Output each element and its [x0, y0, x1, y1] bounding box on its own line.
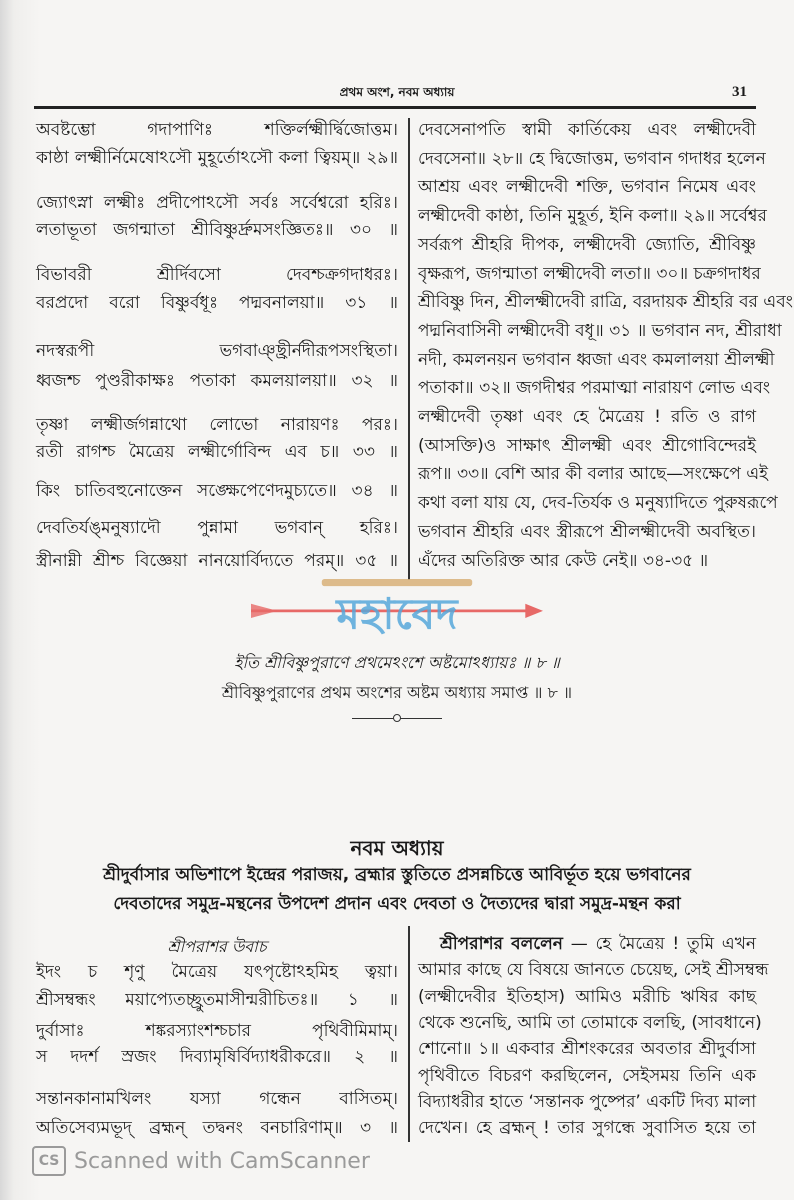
verse-line: স্ত্রীনাম্নী শ্রীশ্চ বিজ্ঞেয়া নানয়োর্বিদ্যতে পরম্॥ ৩৫ ॥ [36, 551, 398, 571]
verse-line: দেবতির্যঙ্‌মনুষ্যাদৌ পুন্নামা ভগবান্ হরিঃ। [36, 518, 398, 538]
translation-line: শ্রীবিষ্ণু দিন, শ্রীলক্ষ্মীদেবী রাত্রি, বরদায়ক শ্রীহরি বর এবং [418, 292, 793, 313]
verse-line: দুর্বাসাঃ শঙ্করস্যাংশশ্চচার পৃথিবীমিমাম্। [36, 1021, 398, 1041]
bengali-colophon: শ্রীবিষ্ণুপুরাণের প্রথম অংশের অষ্টম অধ্যায় সমাপ্ত ॥ ৮ ॥ [221, 683, 573, 702]
translation-line: এঁদের অতিরিক্ত আর কেউ নেই॥ ৩৪-৩৫ ॥ [418, 550, 709, 571]
translation-line: দেবসেনা॥ ২৮॥ হে দ্বিজোত্তম, ভগবান গদাধর হলেন [418, 148, 766, 169]
watermark-logo-text: মহাবেদ [336, 590, 458, 640]
verse-line: তৃষ্ণা লক্ষ্মীর্জগন্নাথো লোভো নারায়ণঃ পরঃ। [36, 415, 398, 435]
translation-line: পদ্মনিবাসিনী লক্ষ্মীদেবী বধূ॥ ৩১ ॥ ভগবান নদ, শ্রীরাধা [418, 320, 782, 341]
verse-line: ইদং চ শৃণু মৈত্রেয় যৎপৃষ্টোঽহমিহ ত্বয়া। [36, 962, 398, 982]
header-rule [34, 106, 756, 109]
verse-line: শ্রীসম্বন্ধং ময়াপ্যেতচ্ছ্রুতমাসীন্মরীচিতঃ॥ ১ ॥ [36, 990, 398, 1010]
translation-line: লক্ষ্মীদেবী তৃষ্ণা এবং হে মৈত্রেয় ! রতি ও রাগ [418, 407, 756, 427]
running-header: প্রথম অংশ, নবম অধ্যায় [339, 85, 455, 99]
translation-line: কথা বলা যায় যে, দেব-তির্যক ও মনুষ্যাদিতে পুরুষরূপে [418, 493, 778, 514]
translation-line: ভগবান শ্রীহরি এবং স্ত্রীরূপে শ্রীলক্ষ্মীদেবী অবস্থিত। [418, 521, 756, 542]
verse-line: বিভাবরী শ্রীর্দিবসো দেবশ্চক্রগদাধরঃ। [36, 265, 398, 285]
chapter-subtitle: দেবতাদের সমুদ্র-মন্থনের উপদেশ প্রদান এবং দেবতা ও দৈত্যদের দ্বারা সমুদ্র-মন্থন করা [113, 894, 681, 914]
page-number: 31 [732, 84, 747, 100]
verse-line: কাষ্ঠা লক্ষ্মীর্নিমেষোঽসৌ মুহূর্তোঽসৌ কলা ত্বিয়ম্॥ ২৯॥ [36, 148, 398, 168]
translation-line: দেখেন। হে ব্রহ্মন্ ! তার সুগন্ধে সুবাসিত হয়ে তা [418, 1118, 756, 1139]
verse-line: কিং চাতিবহুনোক্তেন সঙ্ক্ষেপেণেদমুচ্যতে॥ ৩৪ ॥ [36, 481, 398, 501]
translation-line: বিদ্যাধরীর হাতে ‘সন্তানক পুষ্পের’ একটি দিব্য মালা [418, 1091, 757, 1112]
speaker-heading: শ্রীপরাশর উবাচ [167, 937, 267, 956]
translation-line: সর্বরূপ শ্রীহরি দীপক, লক্ষ্মীদেবী জ্যোতি, শ্রীবিষ্ণু [418, 234, 756, 255]
verse-line: অবষ্টম্ভো গদাপাণিঃ শক্তির্লক্ষ্মীর্দ্বিজোত্তম। [36, 120, 398, 140]
verse-line: অতিসেব্যমভূদ্ ব্রহ্মন্ তদ্বনং বনচারিণাম্॥ ৩ ॥ [36, 1118, 398, 1138]
translation-line: বৃক্ষরূপ, জগন্মাতা লক্ষ্মীদেবী লতা॥ ৩০॥ চক্রগদাধর [418, 263, 761, 284]
sanskrit-colophon: ইতি শ্রীবিষ্ণুপুরাণে প্রথমেঽংশে অষ্টমোঽধ্যায়ঃ ॥ ৮ ॥ [234, 653, 560, 672]
verse-line: বরপ্রদো বরো বিষ্ণুর্বধূঃ পদ্মবনালয়া॥ ৩১ ॥ [36, 293, 398, 313]
chapter-subtitle: শ্রীদুর্বাসার অভিশাপে ইন্দ্রের পরাজয়, ব্রহ্মার স্তুতিতে প্রসন্নচিত্তে আবির্ভূত হয়ে ভগবানের [103, 865, 691, 885]
translation-line: আমার কাছে যে বিষয়ে জানতে চেয়েছ, সেই শ্রীসম্বন্ধ [418, 960, 769, 981]
translation-line: (আসক্তি)ও সাক্ষাৎ শ্রীলক্ষ্মী এবং শ্রীগোবিন্দেরই [418, 435, 756, 456]
translation-text: — হে মৈত্রেয় ! তুমি এখন [570, 934, 757, 954]
verse-line: জ্যোৎস্না লক্ষ্মীঃ প্রদীপোঽসৌ সর্বঃ সর্বেশ্বরো হরিঃ। [36, 193, 398, 213]
column-divider [408, 118, 410, 580]
translation-line: লক্ষ্মীদেবী কাষ্ঠা, তিনি মুহূর্ত, ইনি কলা॥ ২৯॥ সর্বেশ্বর [418, 206, 767, 227]
verse-line: সন্তানকানামখিলং যস্যা গন্ধেন বাসিতম্। [36, 1089, 398, 1109]
chapter-title: নবম অধ্যায় [350, 836, 444, 860]
speaker-label: শ্রীপরাশর বললেন [440, 934, 563, 954]
translation-line: পতাকা॥ ৩২॥ জগদীশ্বর পরমাত্মা নারায়ণ লোভ এবং [418, 378, 771, 399]
translation-line: পৃথিবীতে বিচরণ করছিলেন, সেইসময় তিনি এক [418, 1065, 756, 1086]
ornament-divider [352, 718, 442, 719]
camscanner-watermark [32, 1146, 370, 1176]
translation-line: থেকে শুনেছি, আমি তা তোমাকে বলছি, (সাবধানে) [418, 1012, 762, 1033]
verse-line: স দদর্শ স্রজং দিব্যামৃষির্বিদ্যাধরীকরে॥ ২ ॥ [36, 1047, 398, 1067]
camscanner-text: Scanned with CamScanner [74, 1148, 370, 1174]
translation-line: রূপ॥ ৩৩॥ বেশি আর কী বলার আছে—সংক্ষেপে এই [418, 464, 768, 485]
watermark-logo [251, 579, 543, 641]
verse-line: নদস্বরূপী ভগবাঞ্ছ্রীর্নদীরূপসংস্থিতা। [36, 341, 398, 361]
translation-line: আশ্রয় এবং লক্ষ্মীদেবী শক্তি, ভগবান নিমেষ এবং [418, 177, 756, 198]
camscanner-logo-icon: CS [32, 1146, 66, 1176]
verse-line: লতাভূতা জগন্মাতা শ্রীবিষ্ণুর্দ্রুমসংজ্ঞিতঃ॥ ৩০ ॥ [36, 220, 398, 240]
translation-line: (লক্ষ্মীদেবীর ইতিহাস) আমিও মরীচি ঋষির কাছ [418, 986, 756, 1007]
translation-line [418, 933, 756, 955]
translation-line: শোনো॥ ১॥ একবার শ্রীশংকরের অবতার শ্রীদুর্বাসা [418, 1039, 756, 1060]
verse-line: রতী রাগশ্চ মৈত্রেয় লক্ষ্মীর্গোবিন্দ এব চ॥ ৩৩ ॥ [36, 442, 398, 462]
column-divider [408, 926, 410, 1142]
translation-line: নদী, কমলনয়ন ভগবান ধ্বজা এবং কমলালয়া শ্রীলক্ষ্মী [418, 349, 775, 370]
translation-line: দেবসেনাপতি স্বামী কার্তিকেয় এবং লক্ষ্মীদেবী [418, 120, 756, 140]
verse-line: ধ্বজশ্চ পুণ্ডরীকাক্ষঃ পতাকা কমলয়ালয়া॥ ৩২ ॥ [36, 371, 398, 391]
